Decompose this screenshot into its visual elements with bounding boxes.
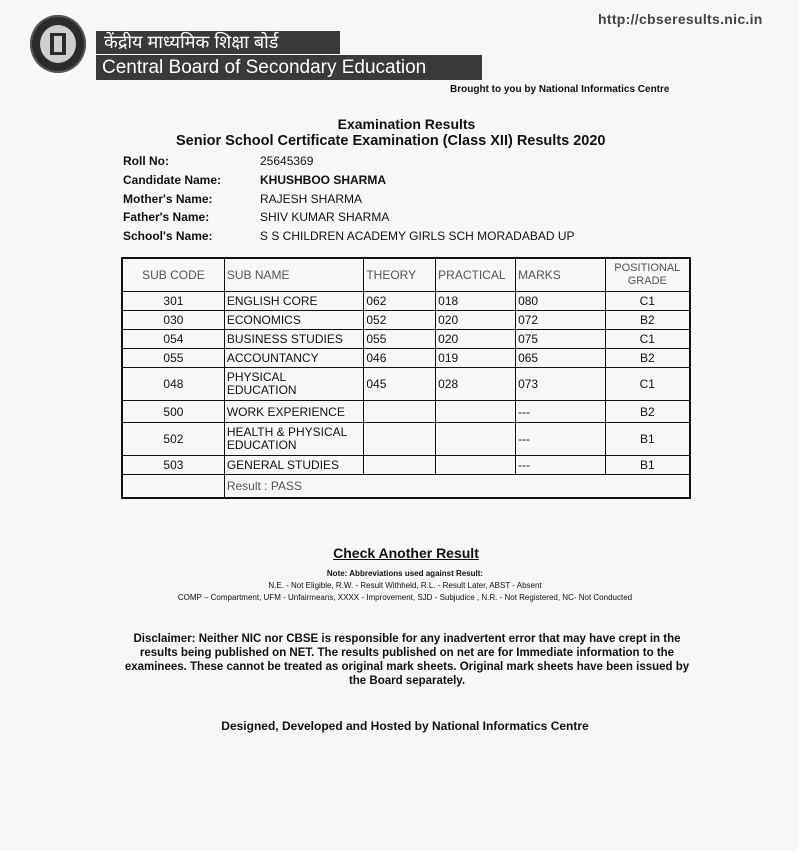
candidate-name-label: Candidate Name:: [123, 173, 222, 187]
table-row: [122, 456, 690, 475]
total-marks: 072: [516, 311, 606, 330]
grade: C1: [605, 330, 690, 349]
result-value: PASS: [270, 479, 302, 493]
result-cell: [224, 475, 690, 499]
sub-name-line1: HEALTH & PHYSICAL: [226, 425, 348, 439]
table-row: [122, 401, 690, 423]
father-name-label: Father's Name:: [123, 210, 210, 224]
note-line-2: COMP – Compartment, UFM - Unfairmeans, XXXX - Improvement, SJD - Subjudice , N.R. - Not Registered, NC- Not Conducted: [177, 593, 633, 602]
grade: B1: [605, 456, 690, 475]
check-another-result-link[interactable]: Check Another Result: [333, 545, 479, 561]
total-marks: 073: [516, 368, 606, 401]
sub-code: 503: [122, 456, 224, 475]
practical-marks: [436, 423, 516, 456]
grade: B2: [605, 401, 690, 423]
grade: B2: [605, 311, 690, 330]
sub-code: 055: [122, 349, 224, 368]
sub-name: ENGLISH CORE: [224, 292, 364, 311]
mother-name-label: Mother's Name:: [123, 192, 213, 206]
site-url: http://cbseresults.nic.in: [598, 11, 763, 27]
header-sub-name: SUB NAME: [224, 258, 364, 292]
header-theory: THEORY: [364, 258, 436, 292]
result-label: Result :: [226, 479, 268, 493]
theory-marks: [364, 401, 436, 423]
theory-marks: 052: [364, 311, 436, 330]
theory-marks: 046: [364, 349, 436, 368]
total-marks: 065: [516, 349, 606, 368]
sub-name-line2: EDUCATION: [226, 383, 297, 397]
sub-code: 048: [122, 368, 224, 401]
header-positional-grade: [605, 258, 690, 292]
note-title: Note: Abbreviations used against Result:: [326, 569, 484, 578]
result-row: [122, 475, 690, 499]
total-marks: ---: [516, 401, 606, 423]
sub-name: BUSINESS STUDIES: [224, 330, 364, 349]
practical-marks: 019: [436, 349, 516, 368]
sub-code: 030: [122, 311, 224, 330]
sub-name: WORK EXPERIENCE: [224, 401, 364, 423]
father-name-value: SHIV KUMAR SHARMA: [260, 210, 390, 224]
total-marks: 080: [516, 292, 606, 311]
total-marks: ---: [516, 423, 606, 456]
practical-marks: 020: [436, 330, 516, 349]
theory-marks: [364, 423, 436, 456]
sub-name: [224, 368, 364, 401]
header-grade: GRADE: [627, 275, 667, 287]
total-marks: ---: [516, 456, 606, 475]
sub-code: 301: [122, 292, 224, 311]
cbse-logo-icon: [30, 15, 86, 73]
mother-name-value: RAJESH SHARMA: [260, 192, 363, 206]
header-positional: POSITIONAL: [614, 262, 681, 274]
practical-marks: 028: [436, 368, 516, 401]
table-header-row: [122, 258, 690, 292]
school-name-value: S S CHILDREN ACADEMY GIRLS SCH MORADABAD UP: [260, 229, 575, 243]
sub-name: ECONOMICS: [224, 311, 364, 330]
practical-marks: [436, 401, 516, 423]
grade: B1: [605, 423, 690, 456]
sub-name: [224, 423, 364, 456]
grade: B2: [605, 349, 690, 368]
brought-by-text: Brought to you by National Informatics Centre: [450, 84, 670, 95]
table-row: [122, 292, 690, 311]
table-row: [122, 311, 690, 330]
header-practical: PRACTICAL: [436, 258, 516, 292]
sub-name-line1: PHYSICAL: [226, 370, 287, 384]
page-title: Examination Results: [337, 116, 476, 132]
sub-name-line2: EDUCATION: [226, 438, 297, 452]
theory-marks: 045: [364, 368, 436, 401]
board-name-hindi: केंद्रीय माध्यमिक शिक्षा बोर्ड: [96, 31, 340, 54]
header-marks: MARKS: [516, 258, 606, 292]
disclaimer-text: Neither NIC nor CBSE is responsible for any inadvertent error that may have crept in the results being published on NET. The results published on net are for Immediate information to the examinees. These cannot be treated as original mark sheets. Original mark sheets have been issued by the Board separately.: [124, 633, 690, 687]
header-sub-code: SUB CODE: [122, 258, 224, 292]
practical-marks: [436, 456, 516, 475]
note-line-1: N.E. - Not Eligible, R.W. - Result Withheld, R.L. - Result Later, ABST - Absent: [268, 581, 542, 590]
disclaimer: [124, 632, 690, 688]
grade: C1: [605, 368, 690, 401]
marks-table: [121, 257, 691, 499]
grade: C1: [605, 292, 690, 311]
disclaimer-label: Disclaimer:: [133, 633, 196, 645]
board-name-english: Central Board of Secondary Education: [96, 55, 482, 80]
sub-name: ACCOUNTANCY: [224, 349, 364, 368]
roll-label: Roll No:: [123, 154, 169, 168]
table-row: [122, 368, 690, 401]
table-row: [122, 330, 690, 349]
roll-value: 25645369: [260, 154, 314, 168]
school-name-label: School's Name:: [123, 229, 213, 243]
theory-marks: 055: [364, 330, 436, 349]
sub-code: 054: [122, 330, 224, 349]
sub-name: GENERAL STUDIES: [224, 456, 364, 475]
total-marks: 075: [516, 330, 606, 349]
exam-title: Senior School Certificate Examination (Class XII) Results 2020: [176, 133, 606, 149]
table-row: [122, 349, 690, 368]
practical-marks: 018: [436, 292, 516, 311]
candidate-name-value: KHUSHBOO SHARMA: [260, 173, 386, 187]
result-spacer: [122, 475, 224, 499]
sub-code: 500: [122, 401, 224, 423]
sub-code: 502: [122, 423, 224, 456]
theory-marks: [364, 456, 436, 475]
designed-by-text: Designed, Developed and Hosted by National Informatics Centre: [221, 719, 589, 733]
theory-marks: 062: [364, 292, 436, 311]
practical-marks: 020: [436, 311, 516, 330]
table-row: [122, 423, 690, 456]
